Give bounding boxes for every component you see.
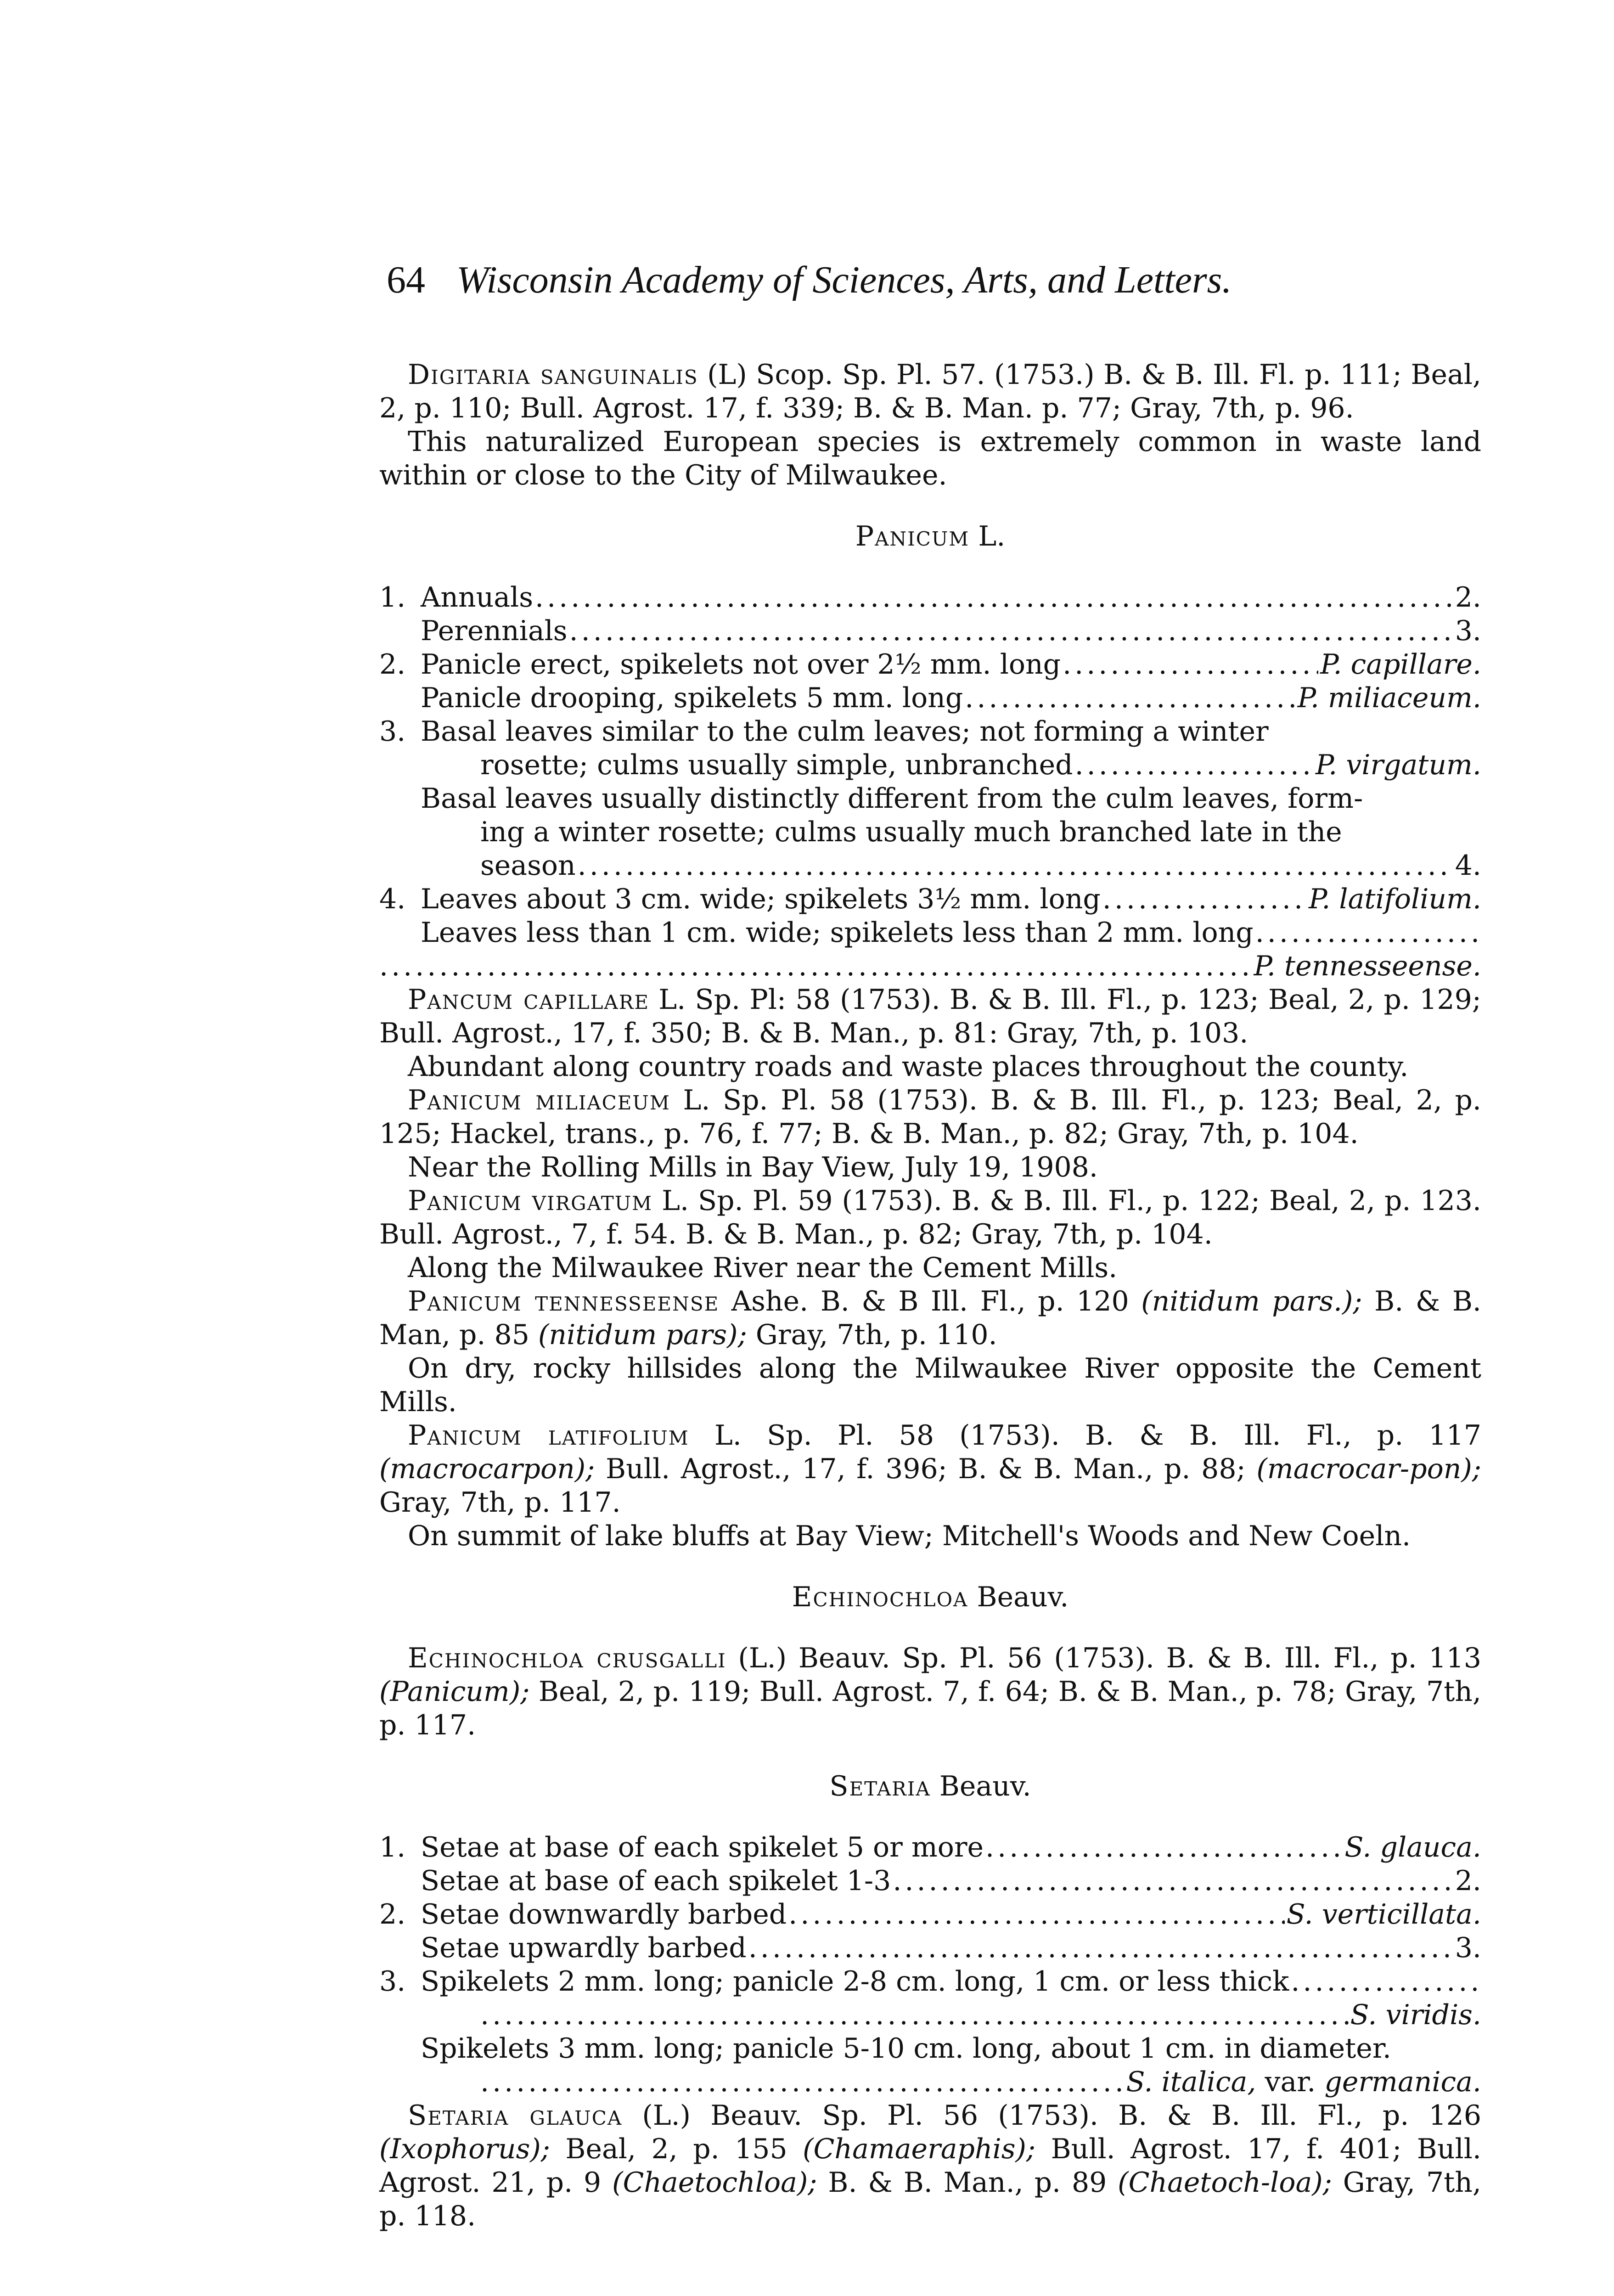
- species-name: Panicum latifolium: [408, 1419, 689, 1452]
- species-name: Panicum tennesseense: [408, 1285, 720, 1317]
- species-citation: Gray, 7th, p. 110.: [747, 1319, 997, 1351]
- synonym: (Chamaeraphis);: [803, 2133, 1036, 2165]
- key-number: 1.: [379, 581, 406, 613]
- key-text: Setae at base of each spikelet 5 or more: [421, 1831, 984, 1863]
- page-header: [387, 257, 1411, 303]
- species-entry: [379, 1642, 1481, 1742]
- genus-authority: Beauv.: [968, 1581, 1069, 1613]
- key-text: Panicle drooping, spikelets 5 mm. long: [421, 682, 963, 714]
- key-result: P. latifolium.: [1309, 883, 1481, 915]
- species-citation: L. Sp. Pl: 58 (1753). B. & B. Ill. Fl., p. 123; Beal, 2, p. 129; Bull. Agrost., 17, f. 350; B. & B. Man., p. 81: Gray, 7th, p. 103.: [379, 984, 1481, 1049]
- setaria-key: [379, 1831, 1481, 2099]
- key-result-var: var.: [1256, 2066, 1325, 2098]
- leader-dots: [788, 1898, 1284, 1931]
- species-entry: [379, 1419, 1481, 1519]
- genus-authority: L.: [969, 520, 1006, 552]
- genus-name: Echinochloa: [792, 1581, 968, 1613]
- genus-name: Setaria: [829, 1770, 931, 1802]
- page-body: [379, 358, 1481, 2233]
- synonym: (nitidum pars.);: [1141, 1285, 1362, 1317]
- key-number: 2.: [379, 1898, 406, 1930]
- key-result: S. viridis.: [1350, 1999, 1481, 2031]
- key-text: Perennials: [421, 615, 568, 647]
- key-text: season: [480, 850, 576, 882]
- key-text: Setae upwardly barbed: [421, 1932, 747, 1964]
- genus-authority: Beauv.: [930, 1770, 1031, 1802]
- species-name: Pancum capillare: [408, 984, 649, 1016]
- key-line: [379, 883, 1481, 916]
- key-number: 1.: [379, 1831, 406, 1863]
- leader-dots: [965, 681, 1295, 715]
- synonym: (nitidum pars);: [538, 1319, 747, 1351]
- species-citation: Beal, 2, p. 155: [550, 2133, 803, 2165]
- key-result-name: S. italica,: [1126, 2066, 1256, 2098]
- species-entry: [379, 1084, 1481, 1151]
- species-citation: Beal, 2, p. 119; Bull. Agrost. 7, f. 64; B. & B. Man., p. 78; Gray, 7th, p. 117.: [379, 1676, 1481, 1741]
- species-citation: Bull. Agrost. 17, f. 401; Bull. Agrost. 21, p. 9: [379, 2133, 1481, 2199]
- key-line-continued: [379, 849, 1481, 883]
- key-number: 3.: [379, 1965, 406, 1998]
- key-text: Spikelets 3 mm. long; panicle 5-10 cm. long, about 1 cm. in diameter.: [421, 2032, 1391, 2065]
- key-text: Basal leaves usually distinctly different from the culm leaves, form-: [421, 782, 1363, 815]
- species-citation: Bull. Agrost., 17, f. 396; B. & B. Man., p. 88;: [595, 1453, 1257, 1485]
- species-citation: B. & B. Man, p. 85: [379, 1285, 1481, 1351]
- key-line-continued: [379, 816, 1481, 849]
- species-entry: [379, 983, 1481, 1050]
- key-number: 4.: [379, 883, 406, 915]
- leader-dots: [1102, 883, 1307, 916]
- leader-dots: [1075, 748, 1314, 782]
- key-result: 4.: [1455, 850, 1481, 882]
- key-result: P. capillare.: [1320, 648, 1481, 681]
- key-line: [379, 1965, 1481, 1998]
- leader-dots: [578, 849, 1453, 883]
- key-line-continued: [379, 2065, 1481, 2099]
- leader-dots: [1063, 648, 1318, 681]
- key-result: 2.: [1455, 581, 1481, 613]
- species-citation: Gray, 7th, p. 117.: [379, 1486, 621, 1519]
- page-number: 64: [387, 259, 425, 301]
- key-line: [379, 782, 1481, 816]
- key-number: 2.: [379, 648, 406, 681]
- synonym: (Chaetoch-loa);: [1118, 2167, 1332, 2199]
- key-result: 3.: [1455, 1932, 1481, 1964]
- species-entry: [379, 358, 1481, 425]
- leader-dots: [379, 950, 1254, 983]
- key-result: P. virgatum.: [1315, 749, 1481, 781]
- key-result: 3.: [1455, 615, 1481, 647]
- synonym: (Chaetochloa);: [612, 2167, 817, 2199]
- genus-heading: [379, 1581, 1481, 1614]
- key-text: Annuals: [421, 581, 534, 613]
- leader-dots: [569, 614, 1453, 648]
- key-text: Setae at base of each spikelet 1-3: [421, 1865, 891, 1897]
- key-result: P. miliaceum.: [1297, 682, 1481, 714]
- synonym: (macrocar-pon);: [1256, 1453, 1481, 1485]
- synonym: (Ixophorus);: [379, 2133, 550, 2165]
- panicum-key: [379, 581, 1481, 983]
- species-note: On summit of lake bluffs at Bay View; Mitchell's Woods and New Coeln.: [408, 1520, 1411, 1552]
- species-citation: (L) Scop. Sp. Pl. 57. (1753.) B. & B. Ill. Fl. p. 111; Beal, 2, p. 110; Bull. Agrost. 17, f. 339; B. & B. Man. p. 77; Gray, 7th, p. 96.: [379, 359, 1481, 424]
- species-citation: (L.) Beauv. Sp. Pl. 56 (1753). B. & B. Ill. Fl., p. 126: [622, 2099, 1481, 2132]
- key-text: Basal leaves similar to the culm leaves; not forming a winter: [421, 715, 1269, 748]
- key-result: [1126, 2065, 1481, 2099]
- key-text: rosette; culms usually simple, unbranched: [480, 749, 1073, 781]
- leader-dots: [535, 581, 1453, 614]
- key-result-variety: germanica.: [1324, 2066, 1481, 2098]
- species-note: This naturalized European species is extremely common in waste land within or close to the City of Milwaukee.: [379, 426, 1481, 491]
- key-line-continued: [379, 950, 1481, 983]
- species-name: Panicum miliaceum: [408, 1084, 670, 1116]
- key-line: [379, 916, 1481, 950]
- species-name: Panicum virgatum: [408, 1185, 653, 1217]
- key-line: [379, 648, 1481, 681]
- species-note: Along the Milwaukee River near the Cement Mills.: [408, 1252, 1118, 1284]
- key-text: Spikelets 2 mm. long; panicle 2-8 cm. long, 1 cm. or less thick: [421, 1965, 1289, 1998]
- species-citation: B. & B. Man., p. 89: [817, 2167, 1118, 2199]
- journal-title: Wisconsin Academy of Sciences, Arts, and Letters.: [456, 259, 1232, 301]
- species-entry: [379, 2099, 1481, 2233]
- key-result: 2.: [1455, 1865, 1481, 1897]
- key-line: [379, 614, 1481, 648]
- species-citation: L. Sp. Pl. 58 (1753). B. & B. Ill. Fl., p. 123; Beal, 2, p. 125; Hackel, trans., p. 76, f. 77; B. & B. Man., p. 82; Gray, 7th, p. 104.: [379, 1084, 1482, 1150]
- key-line: [379, 2032, 1481, 2065]
- key-text: ing a winter rosette; culms usually much branched late in the: [480, 816, 1342, 848]
- species-note: Abundant along country roads and waste places throughout the county.: [408, 1051, 1409, 1083]
- species-name: Digitaria sanguinalis: [408, 359, 698, 391]
- species-name: Echinochloa crusgalli: [408, 1642, 726, 1674]
- species-citation: Ashe. B. & B Ill. Fl., p. 120: [719, 1285, 1142, 1317]
- species-entry: [379, 1184, 1481, 1251]
- species-citation: L. Sp. Pl. 58 (1753). B. & B. Ill. Fl., p. 117: [689, 1419, 1481, 1452]
- species-citation: Gray, 7th, p. 118.: [379, 2167, 1481, 2232]
- leader-dots: [480, 1998, 1350, 2032]
- species-name: Setaria glauca: [408, 2099, 623, 2132]
- leader-dots: [985, 1831, 1343, 1864]
- key-text: Panicle erect, spikelets not over 2½ mm. long: [421, 648, 1061, 681]
- key-text: Leaves about 3 cm. wide; spikelets 3½ mm. long: [421, 883, 1101, 915]
- key-line: [379, 1931, 1481, 1965]
- species-citation: L. Sp. Pl. 59 (1753). B. & B. Ill. Fl., p. 122; Beal, 2, p. 123. Bull. Agrost., 7, f. 54. B. & B. Man., p. 82; Gray, 7th, p. 104.: [379, 1185, 1482, 1250]
- leader-dots: [748, 1931, 1453, 1965]
- key-result: P. tennesseense.: [1254, 950, 1481, 982]
- key-line: [379, 681, 1481, 715]
- key-text: Leaves less than 1 cm. wide; spikelets less than 2 mm. long: [421, 917, 1254, 949]
- synonym: (Panicum);: [379, 1676, 530, 1708]
- leader-dots: [1291, 1965, 1479, 1998]
- species-entry: [379, 1285, 1481, 1352]
- key-result: S. verticillata.: [1286, 1898, 1481, 1930]
- key-line: [379, 581, 1481, 614]
- genus-heading: [379, 1770, 1481, 1803]
- synonym: (macrocarpon);: [379, 1453, 595, 1485]
- species-citation: (L.) Beauv. Sp. Pl. 56 (1753). B. & B. Ill. Fl., p. 113: [726, 1642, 1481, 1674]
- key-line: [379, 1864, 1481, 1898]
- species-note: On dry, rocky hillsides along the Milwaukee River opposite the Cement Mills.: [379, 1352, 1481, 1418]
- key-number: 3.: [379, 715, 406, 748]
- key-result: S. glauca.: [1344, 1831, 1481, 1863]
- genus-name: Panicum: [855, 520, 970, 552]
- key-line-continued: [379, 748, 1481, 782]
- key-line: [379, 715, 1481, 748]
- leader-dots: [480, 2065, 1126, 2099]
- key-line: [379, 1831, 1481, 1864]
- key-text: Setae downwardly barbed: [421, 1898, 787, 1930]
- key-line-continued: [379, 1998, 1481, 2032]
- key-line: [379, 1898, 1481, 1931]
- leader-dots: [893, 1864, 1453, 1898]
- genus-heading: [379, 520, 1481, 553]
- leader-dots: [1255, 916, 1479, 950]
- species-note: Near the Rolling Mills in Bay View, July 19, 1908.: [408, 1151, 1098, 1183]
